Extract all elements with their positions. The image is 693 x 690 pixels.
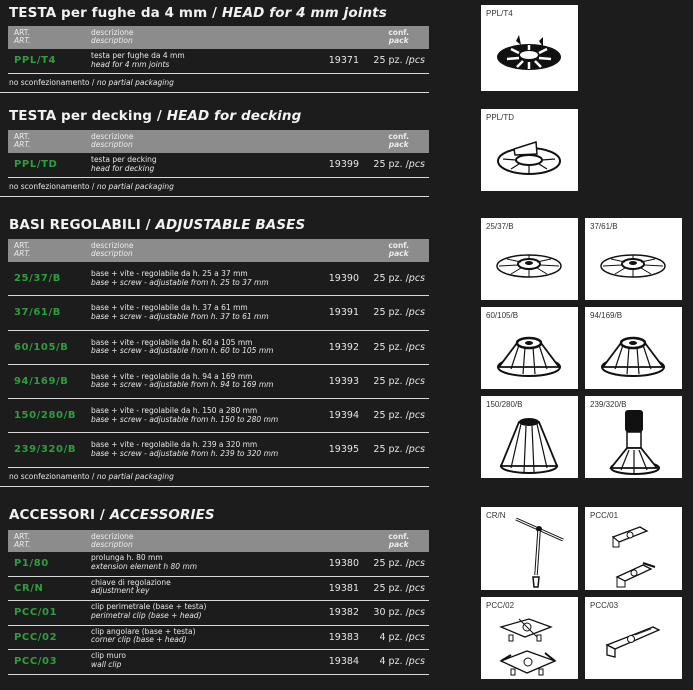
article-code: PCC/01: [14, 607, 58, 618]
title-en: ACCESSORIES: [109, 507, 215, 523]
product-image-panel: [481, 507, 578, 590]
description: clip muro wall clip: [91, 651, 127, 669]
description: prolunga h. 80 mm extension element h 80 mm: [91, 553, 198, 571]
table-row: [8, 433, 429, 467]
product-image-panel: [585, 396, 682, 478]
table-adjustable-bases: [8, 239, 429, 487]
product-code: 19390: [328, 273, 359, 284]
product-code: 19395: [328, 444, 359, 456]
title-it: ACCESSORI /: [9, 507, 105, 523]
product-image-label: 60/105/B: [486, 311, 519, 320]
product-image-panel: [585, 507, 682, 590]
header-pack: conf. pack: [388, 132, 409, 149]
pack-quantity: 4 pz. /pcs: [379, 656, 425, 667]
pack-quantity: 25 pz. /pcs: [373, 375, 425, 387]
pack-quantity: 25 pz. /pcs: [373, 341, 425, 353]
header-art: ART. ART.: [14, 28, 31, 45]
pack-quantity: 25 pz. /pcs: [373, 55, 425, 66]
article-code: PPL/TD: [14, 159, 58, 170]
description: clip angolare (base + testa) corner clip (base + head): [91, 626, 196, 644]
description: base + vite - regolabile da h. 94 a 169 mm base + screw - adjustable from h. 94 to 169 mm: [91, 371, 274, 390]
table-row: [8, 365, 429, 399]
table-row: [8, 626, 429, 651]
packaging-note: no sconfezionamento / no partial packaging: [0, 74, 429, 93]
pack-quantity: 25 pz. /pcs: [373, 444, 425, 456]
table-header: [8, 239, 429, 262]
product-image-panel: [481, 597, 578, 679]
packaging-note: no sconfezionamento / no partial packaging: [0, 468, 429, 487]
table-header: [8, 130, 429, 153]
header-description: descrizione description: [91, 132, 134, 149]
product-image-panel: [481, 218, 578, 300]
header-art: ART. ART.: [14, 132, 31, 149]
header-description: descrizione description: [91, 28, 134, 45]
table-row: [8, 552, 429, 577]
table-accessories: [8, 530, 429, 675]
title-it: TESTA per fughe da 4 mm /: [9, 5, 218, 21]
table-row: [8, 601, 429, 626]
pack-quantity: 25 pz. /pcs: [373, 307, 425, 319]
product-image-label: PCC/02: [486, 601, 515, 610]
description: clip perimetrale (base + testa) perimetral clip (base + head): [91, 602, 207, 620]
pack-quantity: 25 pz. /pcs: [373, 410, 425, 422]
pack-quantity: 25 pz. /pcs: [373, 558, 425, 569]
pack-quantity: 30 pz. /pcs: [373, 607, 425, 618]
product-code: 19383: [328, 631, 359, 643]
product-image-panel: [481, 109, 578, 191]
table-row: [8, 650, 429, 675]
header-art: ART. ART.: [14, 241, 31, 258]
header-pack: conf. pack: [388, 241, 409, 258]
title-en: ADJUSTABLE BASES: [155, 217, 306, 233]
product-image-panel: [481, 5, 578, 91]
product-image-label: PCC/03: [590, 601, 619, 610]
product-image-label: 37/61/B: [590, 222, 618, 231]
pack-quantity: 25 pz. /pcs: [373, 582, 425, 594]
table-header: [8, 530, 429, 552]
title-en: HEAD for 4 mm joints: [221, 5, 387, 21]
table-row: [8, 331, 429, 365]
table-head-4mm: [8, 26, 429, 93]
table-row: [8, 399, 429, 433]
title-en: HEAD for decking: [166, 108, 302, 124]
article-code: 37/61/B: [14, 307, 61, 319]
description: testa per fughe da 4 mm head for 4 mm joints: [91, 51, 185, 69]
product-code: 19384: [328, 656, 359, 667]
header-pack: conf. pack: [388, 28, 409, 45]
table-header: [8, 26, 429, 49]
product-code: 19371: [328, 55, 359, 66]
header-art: ART. ART.: [14, 532, 31, 549]
product-image-label: CR/N: [486, 511, 506, 520]
article-code: P1/80: [14, 558, 49, 569]
description: base + vite - regolabile da h. 239 a 320 mm base + screw - adjustable from h. 239 to 320 mm: [91, 440, 279, 458]
article-code: 25/37/B: [14, 273, 61, 284]
table-row: [8, 577, 429, 602]
table-row: [8, 153, 429, 178]
article-code: PPL/T4: [14, 55, 57, 66]
header-description: descrizione description: [91, 241, 134, 258]
pack-quantity: 25 pz. /pcs: [373, 159, 425, 170]
section-title-accessories: [9, 507, 215, 523]
article-code: PCC/02: [14, 631, 58, 643]
product-image-panel: [481, 307, 578, 389]
table-row: [8, 49, 429, 74]
product-image-label: 94/169/B: [590, 311, 623, 320]
product-code: 19391: [328, 307, 359, 319]
section-title-head-decking: [9, 108, 301, 124]
description: base + vite - regolabile da h. 150 a 280 mm base + screw - adjustable from h. 150 to 280 mm: [91, 406, 279, 424]
description: base + vite - regolabile da h. 60 a 105 mm base + screw - adjustable from h. 60 to 105 mm: [91, 337, 274, 356]
pack-quantity: 25 pz. /pcs: [373, 273, 425, 284]
table-head-decking: [8, 130, 429, 197]
table-row: [8, 296, 429, 330]
product-code: 19394: [328, 410, 359, 422]
packaging-note: no sconfezionamento / no partial packaging: [0, 178, 429, 197]
section-title-head-4mm: [9, 5, 387, 21]
description: testa per decking head for decking: [91, 155, 157, 173]
header-pack: conf. pack: [388, 532, 409, 549]
product-image-label: PPL/T4: [486, 9, 513, 18]
product-code: 19392: [328, 341, 359, 353]
article-code: PCC/03: [14, 656, 58, 667]
description: chiave di regolazione adjustment key: [91, 577, 171, 595]
title-it: BASI REGOLABILI /: [9, 217, 151, 233]
product-image-label: PPL/TD: [486, 113, 515, 122]
article-code: 94/169/B: [14, 375, 69, 387]
product-image-label: 25/37/B: [486, 222, 514, 231]
description: base + vite - regolabile da h. 37 a 61 mm base + screw - adjustable from h. 37 to 61 mm: [91, 303, 269, 321]
product-code: 19380: [328, 558, 359, 569]
product-image-panel: [585, 307, 682, 389]
article-code: 150/280/B: [14, 410, 77, 422]
product-code: 19399: [328, 159, 359, 170]
pack-quantity: 4 pz. /pcs: [379, 631, 425, 643]
article-code: 239/320/B: [14, 444, 77, 456]
product-image-panel: [481, 396, 578, 478]
product-image-panel: [585, 218, 682, 300]
product-image-label: 239/320/B: [590, 400, 627, 409]
title-it: TESTA per decking /: [9, 108, 162, 124]
article-code: 60/105/B: [14, 341, 69, 353]
article-code: CR/N: [14, 582, 44, 594]
product-code: 19382: [328, 607, 359, 618]
section-title-adjustable-bases: [9, 217, 305, 233]
header-description: descrizione description: [91, 532, 134, 549]
table-row: [8, 262, 429, 296]
product-image-label: 150/280/B: [486, 400, 523, 409]
product-image-label: PCC/01: [590, 511, 619, 520]
product-image-panel: [585, 597, 682, 679]
product-code: 19393: [328, 375, 359, 387]
description: base + vite - regolabile da h. 25 a 37 mm base + screw - adjustable from h. 25 to 37 mm: [91, 269, 269, 287]
product-code: 19381: [328, 582, 359, 594]
